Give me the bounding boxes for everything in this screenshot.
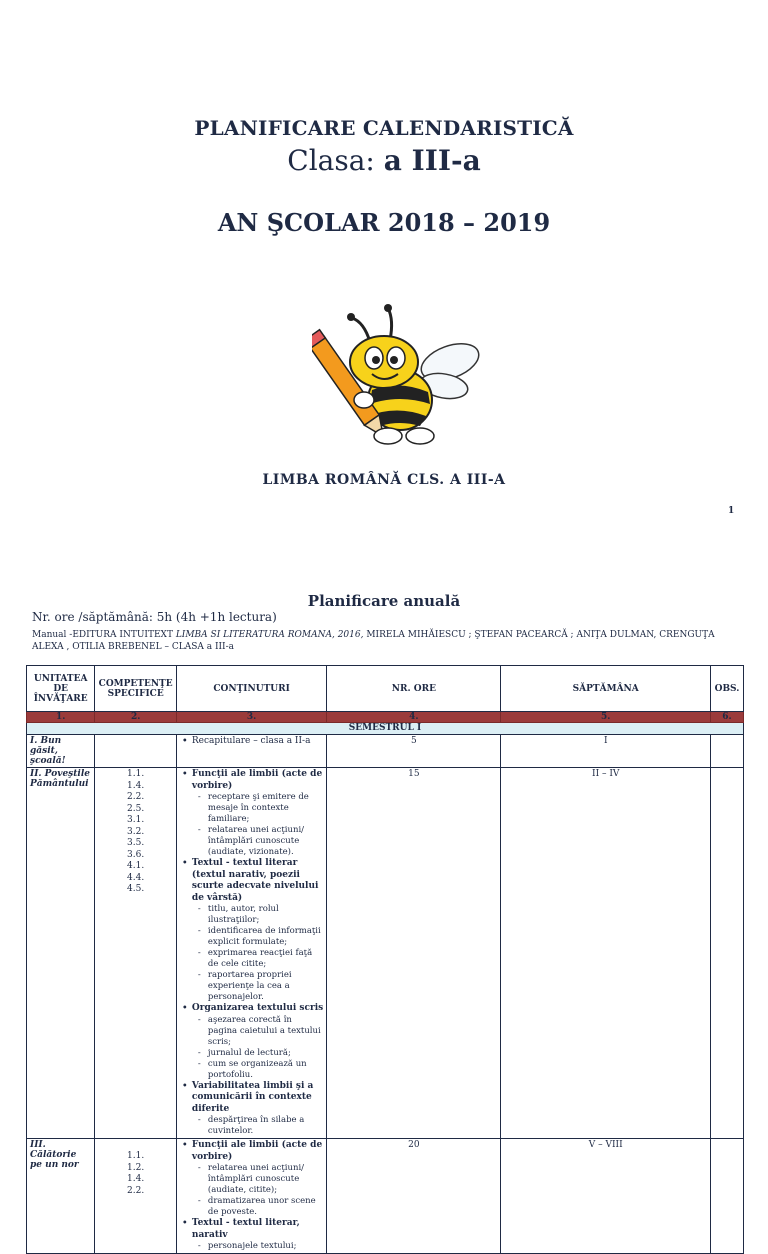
subject-title: LIMBA ROMÂNĂ CLS. A III-A	[262, 472, 506, 488]
content-topic-title: Funcţii ale limbii (acte de vorbire)	[191, 1140, 323, 1162]
contents-cell	[176, 735, 326, 768]
content-subitem: - cum se organizează un portofoliu.	[208, 1059, 323, 1081]
column-number: 2.	[95, 712, 177, 723]
column-number-row	[27, 712, 744, 723]
unit-name: III. Călătorie pe un nor	[27, 1139, 95, 1254]
class-value: a III-a	[383, 144, 481, 177]
contents-cell	[176, 768, 326, 1139]
competence-code: 2.2.	[127, 1185, 145, 1196]
content-topic	[192, 1218, 323, 1252]
class-prefix: Clasa:	[287, 144, 375, 177]
content-topic	[192, 1003, 323, 1081]
manual-book: LIMBA SI LITERATURA ROMANA, 2016,	[175, 630, 364, 640]
content-topic-title: Variabilitatea limbii şi a comunicării în contexte diferite	[191, 1080, 314, 1114]
planning-table	[26, 665, 744, 1254]
content-topic-title: Textul - textul literar, narativ	[191, 1218, 300, 1240]
contents-cell	[176, 1139, 326, 1254]
table-row	[27, 1139, 744, 1254]
competences-cell	[95, 735, 177, 768]
header-competences: COMPETENŢE SPECIFICE	[95, 666, 177, 712]
competence-code: 4.4.	[127, 872, 145, 883]
obs-cell	[711, 735, 744, 768]
header-contents: CONŢINUTURI	[176, 666, 326, 712]
content-subitem: - personajele textului;	[208, 1241, 323, 1252]
content-topic-title: Textul - textul literar (textul narativ, poezii scurte adecvate nivelului de vârstă)	[191, 858, 319, 903]
content-topic	[192, 1081, 323, 1138]
unit-name: I. Bun găsit, şcoală!	[27, 735, 95, 768]
content-topic	[192, 736, 323, 748]
competence-code: 3.2.	[127, 826, 145, 837]
competence-code: 3.6.	[127, 849, 145, 860]
competence-code: 4.5.	[127, 884, 145, 894]
bee-pencil-illustration	[312, 300, 492, 452]
competence-code: 4.1.	[127, 861, 145, 871]
header-unit: UNITATEA DE ÎNVĂŢARE	[27, 666, 95, 712]
content-subitem: - aşezarea corectă în pagina caietului a textului scris;	[208, 1015, 323, 1048]
content-subitem: - relatarea unei acţiuni/ întâmplări cunoscute (audiate, vizionate).	[208, 825, 323, 858]
content-subitem: - receptare şi emitere de mesaje în contexte familiare;	[208, 792, 323, 825]
header-weeks: SĂPTĂMÂNA	[501, 666, 711, 712]
content-topic-title: Organizarea textului scris	[191, 1003, 324, 1013]
semester-label: SEMESTRUL I	[27, 723, 744, 735]
content-subitem: - jurnalul de lectură;	[208, 1048, 323, 1059]
competence-code: 2.2.	[127, 792, 145, 802]
column-number: 1.	[27, 712, 95, 723]
content-topic-title: Funcţii ale limbii (acte de vorbire)	[191, 769, 323, 791]
content-topic	[192, 858, 323, 1003]
column-number: 4.	[327, 712, 501, 723]
page-number: 1	[728, 506, 735, 516]
header-obs: OBS.	[711, 666, 744, 712]
class-line	[0, 144, 768, 177]
content-subitem: - titlu, autor, rolul ilustraţiilor;	[208, 904, 323, 926]
weeks-cell: II – IV	[501, 768, 711, 1139]
manual-authors: MIRELA MIHĂIESCU ; ŞTEFAN PACEARCĂ ; ANIŢA DULMAN, CRENGUŢA ALEXA , OTILIA BREBENEL – CLASA a III-a	[32, 630, 715, 652]
competence-code: 2.5.	[127, 803, 145, 814]
competence-code: 3.5.	[127, 838, 145, 848]
competence-code: 1.4.	[127, 780, 145, 791]
table-row	[27, 768, 744, 1139]
competence-code: 1.4.	[127, 1174, 145, 1184]
hours-cell: 20	[327, 1139, 501, 1254]
competence-code: 3.1.	[127, 815, 145, 825]
unit-name: II. Poveştile Pământului	[27, 768, 95, 1139]
header-hours: NR. ORE	[327, 666, 501, 712]
document-title: PLANIFICARE CALENDARISTICĂ	[194, 116, 574, 140]
semester-row	[27, 723, 744, 735]
content-topic-title: Recapitulare – clasa a II-a	[191, 736, 311, 746]
content-topic	[192, 1140, 323, 1218]
hours-cell: 15	[327, 768, 501, 1139]
column-number: 5.	[501, 712, 711, 723]
competence-code: 1.1.	[127, 1151, 145, 1161]
obs-cell	[711, 1139, 744, 1254]
obs-cell	[711, 768, 744, 1139]
manual-prefix: Manual -EDITURA INTUITEXT	[32, 630, 176, 640]
table-row	[27, 735, 744, 768]
competences-cell	[95, 1139, 177, 1254]
competence-code: 1.1.	[127, 769, 145, 779]
content-subitem: - despărţirea în silabe a cuvintelor.	[208, 1115, 323, 1137]
content-topic	[192, 769, 323, 858]
school-year: AN ŞCOLAR 2018 – 2019	[217, 208, 551, 237]
hours-cell: 5	[327, 735, 501, 768]
content-subitem: - relatarea unei acţiuni/ întâmplări cunoscute (audiate, citite);	[208, 1163, 323, 1196]
column-number: 3.	[176, 712, 326, 723]
content-subitem: - identificarea de informaţii explicit formulate;	[208, 926, 323, 948]
content-subitem: - dramatizarea unor scene de poveste.	[208, 1196, 323, 1218]
hours-per-week: Nr. ore /săptămână: 5h (4h +1h lectura)	[32, 610, 277, 624]
content-subitem: - raportarea propriei experienţe la cea a personajelor.	[208, 970, 323, 1003]
annual-plan-title: Planificare anuală	[307, 592, 461, 610]
weeks-cell: I	[501, 735, 711, 768]
table-header-row	[27, 666, 744, 712]
column-number: 6.	[711, 712, 744, 723]
weeks-cell: V – VIII	[501, 1139, 711, 1254]
competences-cell	[95, 768, 177, 1139]
competence-code: 1.2.	[127, 1162, 145, 1173]
manual-info	[32, 629, 742, 653]
content-subitem: - exprimarea reacţiei faţă de cele citite;	[208, 948, 323, 970]
